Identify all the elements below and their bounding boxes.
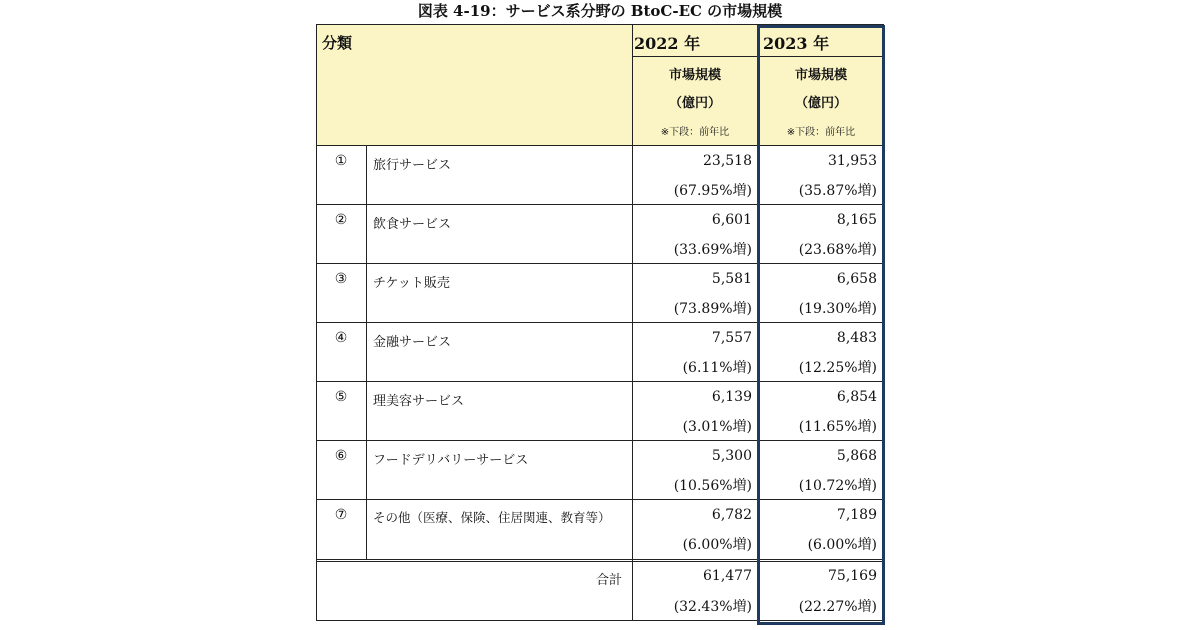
value-2022: 5,581 xyxy=(711,271,752,287)
row-number: ① xyxy=(334,153,348,169)
row-number: ③ xyxy=(334,271,348,287)
growth-2022: (6.00%増) xyxy=(682,537,752,553)
figure-title: 図表 4-19：サービス系分野の BtoC-EC の市場規模 xyxy=(417,2,783,20)
value-2022: 6,601 xyxy=(711,212,752,228)
value-2022: 5,300 xyxy=(711,448,752,464)
value-2022: 6,139 xyxy=(711,389,752,405)
row-category-name: その他（医療、保険、住居関連、教育等） xyxy=(373,510,611,525)
growth-2022: (3.01%増) xyxy=(682,419,752,435)
growth-2023: (10.72%増) xyxy=(798,478,877,494)
growth-2022: (6.11%増) xyxy=(682,360,752,376)
value-2023: 6,658 xyxy=(836,271,877,287)
growth-2023: (19.30%増) xyxy=(798,301,877,317)
growth-2022: (67.95%増) xyxy=(673,183,752,199)
growth-2023: (12.25%増) xyxy=(798,360,877,376)
total-value-2022: 61,477 xyxy=(703,568,752,584)
row-category-name: フードデリバリーサービス xyxy=(373,453,529,468)
total-growth-2023: (22.27%増) xyxy=(798,599,877,615)
row-number: ④ xyxy=(334,330,348,346)
row-category-name: 飲食サービス xyxy=(373,217,452,232)
total-label: 合計 xyxy=(595,573,622,588)
growth-2022: (33.69%増) xyxy=(673,242,752,258)
row-number: ② xyxy=(334,212,348,228)
value-2023: 8,483 xyxy=(836,330,877,346)
header-note-2023: ※下段：前年比 xyxy=(786,127,856,138)
header-unit-2022: （億円） xyxy=(668,96,721,111)
market-size-table xyxy=(316,24,884,621)
header-metric-2022: 市場規模 xyxy=(668,68,721,83)
growth-2023: (6.00%増) xyxy=(807,537,877,553)
value-2023: 8,165 xyxy=(836,212,877,228)
header-note-2022: ※下段：前年比 xyxy=(660,127,730,138)
row-number: ⑥ xyxy=(334,448,348,464)
row-category-name: 旅行サービス xyxy=(373,158,452,173)
header-unit-2023: （億円） xyxy=(794,96,847,111)
row-category-name: チケット販売 xyxy=(373,276,450,291)
value-2023: 7,189 xyxy=(836,507,877,523)
header-year-2022: 2022 年 xyxy=(634,34,701,53)
value-2023: 6,854 xyxy=(836,389,877,405)
row-number: ⑦ xyxy=(334,507,348,523)
growth-2023: (23.68%増) xyxy=(798,242,877,258)
growth-2022: (73.89%増) xyxy=(673,301,752,317)
growth-2023: (35.87%増) xyxy=(798,183,877,199)
total-value-2023: 75,169 xyxy=(828,568,877,584)
value-2022: 23,518 xyxy=(703,153,752,169)
value-2023: 5,868 xyxy=(836,448,877,464)
row-category-name: 理美容サービス xyxy=(373,394,465,409)
value-2022: 6,782 xyxy=(711,507,752,523)
header-metric-2023: 市場規模 xyxy=(794,68,847,83)
highlight-2023-frame xyxy=(757,25,885,625)
growth-2022: (10.56%増) xyxy=(673,478,752,494)
row-category-name: 金融サービス xyxy=(373,335,452,350)
growth-2023: (11.65%増) xyxy=(798,419,877,435)
total-growth-2022: (32.43%増) xyxy=(673,599,752,615)
header-category-label: 分類 xyxy=(322,34,353,52)
value-2022: 7,557 xyxy=(711,330,752,346)
header-year-2023: 2023 年 xyxy=(763,34,830,53)
value-2023: 31,953 xyxy=(828,153,877,169)
col-divider-number xyxy=(366,145,367,560)
row-number: ⑤ xyxy=(334,389,348,405)
